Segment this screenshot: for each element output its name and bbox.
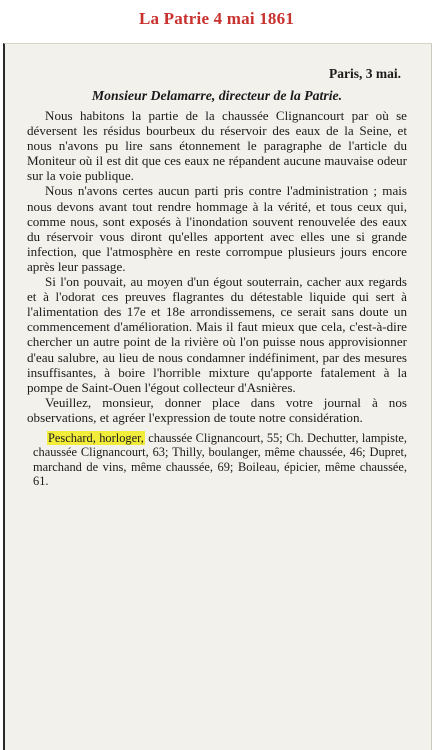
paragraph: Nous habitons la partie de la chaussée Clignancourt par où se déversent les résidus bourbeux du réservoir des eaux de la Seine, et nous n'avons pu lire sans étonnement le paragraphe de l'article du Moniteur où il est dit que ces eaux ne répandent aucune mauvaise odeur sur la voie publique. [27,108,407,184]
page-title: La Patrie 4 mai 1861 [138,9,295,28]
signatories-line [33,431,407,489]
letter-body [27,108,407,425]
newspaper-clipping [3,43,432,750]
letter [27,66,407,489]
paragraph: Veuillez, monsieur, donner place dans votre journal à nos observations, et agréer l'expression de toute notre considération. [27,394,407,425]
salutation: Monsieur Delamarre, directeur de la Patrie. [91,88,343,103]
dateline: Paris, 3 mai. [329,66,401,81]
paragraph: Si l'on pouvait, au moyen d'un égout souterrain, cacher aux regards et à l'odorat ces preuves flagrantes du détestable liquide qui sert à l'alimentation des 17e et 18e arrondissemens, ce serait sans doute un commencement d'amélioration. Mais il faut mieux que cela, c'est-à-dire chercher un autre point de la rivière où l'on puisse nous approvisionner d'eau salubre, au lieu de nous condamner indéfiniment, par des mesures insuffisantes, à boire l'horrible mixture qu'apporte fatalement à la pompe de Saint-Ouen l'égout collecteur d'Asnières. [27,274,407,395]
highlighted-signer: Peschard, horloger, [48,430,144,445]
signatories-rest: chaussée Clignancourt, 55; Ch. Dechutter, lampiste, chaussée Clignancourt, 63; Thilly, boulanger, même chaussée, 46; Dupret, marchand de vins, même chaussée, 69; Boileau, épicier, même chaussée, 61. [33,430,407,489]
signatories [27,431,407,489]
paragraph: Nous n'avons certes aucun parti pris contre l'administration ; mais nous devons avant tout rendre hommage à la vérité, et tous ceux qui, comme nous, sont exposés à l'inondation souvent renouvelée des eaux du réservoir vous diront qu'elles apportent avec elles une si grande infection, que l'atmosphère en reste corrompue plusieurs jours encore après leur passage. [27,183,407,274]
